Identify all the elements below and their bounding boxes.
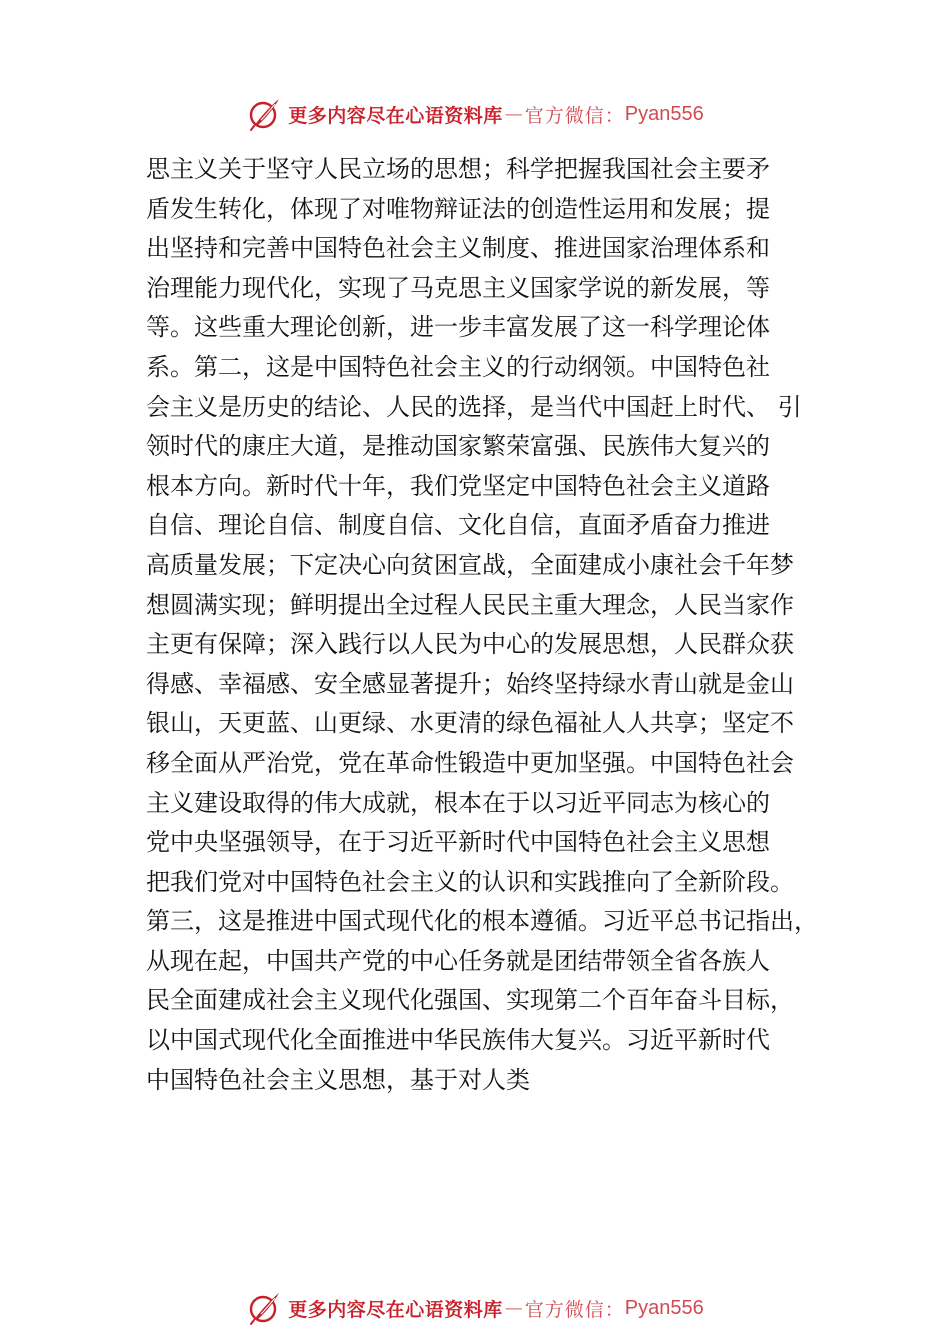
footer-watermark [0, 1288, 950, 1328]
text-line: 移全面从严治党，党在革命性锻造中更加坚强。中国特色社会 [146, 748, 794, 777]
text-line: 主更有保障；深入践行以人民为中心的发展思想，人民群众获 [146, 630, 794, 659]
text-line: 民全面建成社会主义现代化强国、实现第二个百年奋斗目标， [146, 986, 794, 1015]
text-line: 得感、幸福感、安全感显著提升；始终坚持绿水青山就是金山 [146, 669, 794, 698]
watermark-label: 官方微信： [524, 104, 625, 127]
text-line: 高质量发展；下定决心向贫困宣战，全面建成小康社会千年梦 [146, 550, 794, 579]
text-line: 领时代的康庄大道，是推动国家繁荣富强、民族伟大复兴的 [146, 432, 770, 461]
text-line: 治理能力现代化，实现了马克思主义国家学说的新发展，等 [146, 273, 770, 302]
text-line: 等。这些重大理论创新，进一步丰富发展了这一科学理论体 [146, 313, 770, 342]
text-line: 把我们党对中国特色社会主义的认识和实践推向了全新阶段。 [146, 867, 794, 896]
text-line: 第三，这是推进中国式现代化的根本遵循。习近平总书记指出， [146, 907, 818, 936]
text-line: 以中国式现代化全面推进中华民族伟大复兴。习近平新时代 [146, 1026, 770, 1055]
watermark-brand: 更多内容尽在心语资料库 [288, 104, 503, 127]
watermark-separator: — [504, 103, 523, 125]
document-body [146, 150, 846, 1100]
watermark-wechat-id: Pyan556 [624, 1296, 704, 1319]
quill-pen-logo-icon [246, 96, 282, 132]
text-line: 思主义关于坚守人民立场的思想；科学把握我国社会主要矛 [146, 155, 770, 183]
text-line: 从现在起，中国共产党的中心任务就是团结带领全省各族人 [146, 946, 770, 975]
text-line: 会主义是历史的结论、人民的选择，是当代中国赶上时代、 引 [146, 392, 802, 421]
text-line: 中国特色社会主义思想，基于对人类 [146, 1065, 530, 1094]
header-watermark [0, 94, 950, 134]
text-line: 出坚持和完善中国特色社会主义制度、推进国家治理体系和 [146, 234, 770, 263]
watermark-separator: — [504, 1297, 523, 1319]
text-line: 系。第二，这是中国特色社会主义的行动纲领。中国特色社 [146, 352, 770, 381]
text-line: 自信、理论自信、制度自信、文化自信，直面矛盾奋力推进 [146, 511, 770, 540]
text-line: 主义建设取得的伟大成就，根本在于以习近平同志为核心的 [146, 788, 770, 817]
text-line: 盾发生转化，体现了对唯物辩证法的创造性运用和发展；提 [146, 194, 770, 223]
quill-pen-logo-icon [246, 1290, 282, 1326]
watermark-wechat-id: Pyan556 [624, 102, 704, 125]
text-line: 根本方向。新时代十年，我们党坚定中国特色社会主义道路 [146, 471, 770, 500]
watermark-brand: 更多内容尽在心语资料库 [288, 1298, 503, 1321]
watermark-label: 官方微信： [524, 1298, 625, 1321]
text-line: 党中央坚强领导，在于习近平新时代中国特色社会主义思想 [146, 828, 770, 857]
text-line: 想圆满实现；鲜明提出全过程人民民主重大理念，人民当家作 [146, 590, 794, 619]
text-line: 银山，天更蓝、山更绿、水更清的绿色福祉人人共享；坚定不 [146, 709, 794, 738]
